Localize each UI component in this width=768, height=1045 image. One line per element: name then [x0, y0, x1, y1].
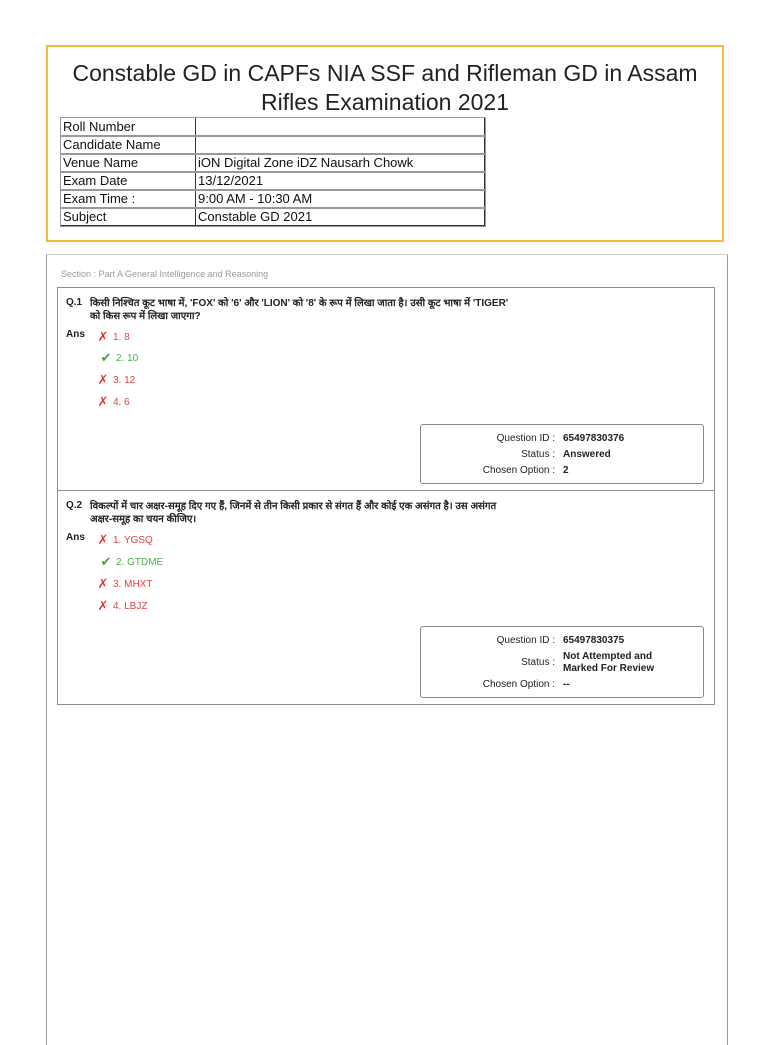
info-value: 13/12/2021	[196, 172, 485, 190]
answer-label: Ans	[66, 329, 85, 340]
option-label: 2. 10	[116, 352, 139, 364]
question-card	[57, 287, 715, 491]
chosen-option-label: Chosen Option :	[482, 679, 555, 690]
cross-icon: ✗	[97, 329, 109, 344]
candidate-info-table	[60, 117, 485, 226]
info-value: iON Digital Zone iDZ Nausarh Chowk	[196, 154, 485, 172]
info-value	[196, 136, 485, 154]
check-icon: ✔	[100, 554, 112, 569]
cross-icon: ✗	[97, 532, 109, 547]
option-label: 2. GTDME	[116, 556, 164, 568]
info-row	[61, 154, 485, 172]
exam-header	[46, 45, 724, 242]
option-label: 1. YGSQ	[113, 534, 153, 546]
info-row	[61, 172, 485, 190]
question-id-label: Question ID :	[496, 433, 555, 444]
question-meta-box	[420, 424, 704, 484]
option-item	[96, 394, 130, 410]
question-id-label: Question ID :	[496, 635, 555, 646]
chosen-option-value: 2	[563, 465, 569, 476]
info-key: Subject	[61, 208, 196, 226]
check-icon: ✔	[100, 350, 112, 365]
question-meta-box	[420, 626, 704, 698]
chosen-option-label: Chosen Option :	[482, 465, 555, 476]
option-label: 4. 6	[113, 396, 130, 408]
option-item	[96, 329, 130, 345]
question-id-value: 65497830375	[563, 635, 625, 646]
exam-title: Constable GD in CAPFs NIA SSF and Rifleman GD in Assam Rifles Examination 2021	[72, 60, 698, 115]
info-value	[196, 118, 485, 136]
option-item	[99, 554, 163, 570]
question-text: किसी निश्चित कूट भाषा में, 'FOX' को '6' और 'LION' को '8' के रूप में लिखा जाता है। उसी कूट भाषा में 'TIGER' को किस रूप में लिखा जाएगा?	[90, 298, 509, 322]
option-item	[96, 598, 147, 614]
info-key: Venue Name	[61, 154, 196, 172]
question-id-value: 65497830376	[563, 433, 625, 444]
info-row	[61, 208, 485, 226]
option-label: 1. 8	[113, 331, 130, 343]
answer-label: Ans	[66, 532, 85, 543]
question-text: विकल्पों में चार अक्षर-समूह दिए गए हैं, जिनमें से तीन किसी प्रकार से संगत हैं और कोई एक असंगत है। उस असंगत अक्षर-समूह का चयन कीजिए।	[90, 501, 497, 525]
status-value: Answered	[563, 449, 611, 460]
info-value: 9:00 AM - 10:30 AM	[196, 190, 485, 208]
chosen-option-value: --	[563, 679, 570, 690]
cross-icon: ✗	[97, 598, 109, 613]
status-label: Status :	[521, 449, 555, 460]
question-number: Q.2	[66, 500, 83, 511]
info-key: Candidate Name	[61, 136, 196, 154]
info-row	[61, 118, 485, 136]
option-item	[96, 532, 153, 548]
info-row	[61, 190, 485, 208]
status-value: Not Attempted and Marked For Review	[563, 651, 655, 674]
info-key: Exam Date	[61, 172, 196, 190]
option-item	[99, 350, 138, 366]
option-label: 4. LBJZ	[113, 600, 148, 612]
question-number: Q.1	[66, 297, 83, 308]
option-item	[96, 372, 135, 388]
info-value: Constable GD 2021	[196, 208, 485, 226]
question-panel	[46, 254, 728, 1045]
cross-icon: ✗	[97, 394, 109, 409]
option-label: 3. 12	[113, 374, 136, 386]
section-label: Section : Part A General Intelligence and Reasoning	[61, 269, 269, 279]
option-item	[96, 576, 152, 592]
info-key: Exam Time :	[61, 190, 196, 208]
question-card	[57, 490, 715, 705]
info-row	[61, 136, 485, 154]
status-label: Status :	[521, 657, 555, 668]
option-label: 3. MHXT	[113, 578, 153, 590]
cross-icon: ✗	[97, 576, 109, 591]
cross-icon: ✗	[97, 372, 109, 387]
info-key: Roll Number	[61, 118, 196, 136]
